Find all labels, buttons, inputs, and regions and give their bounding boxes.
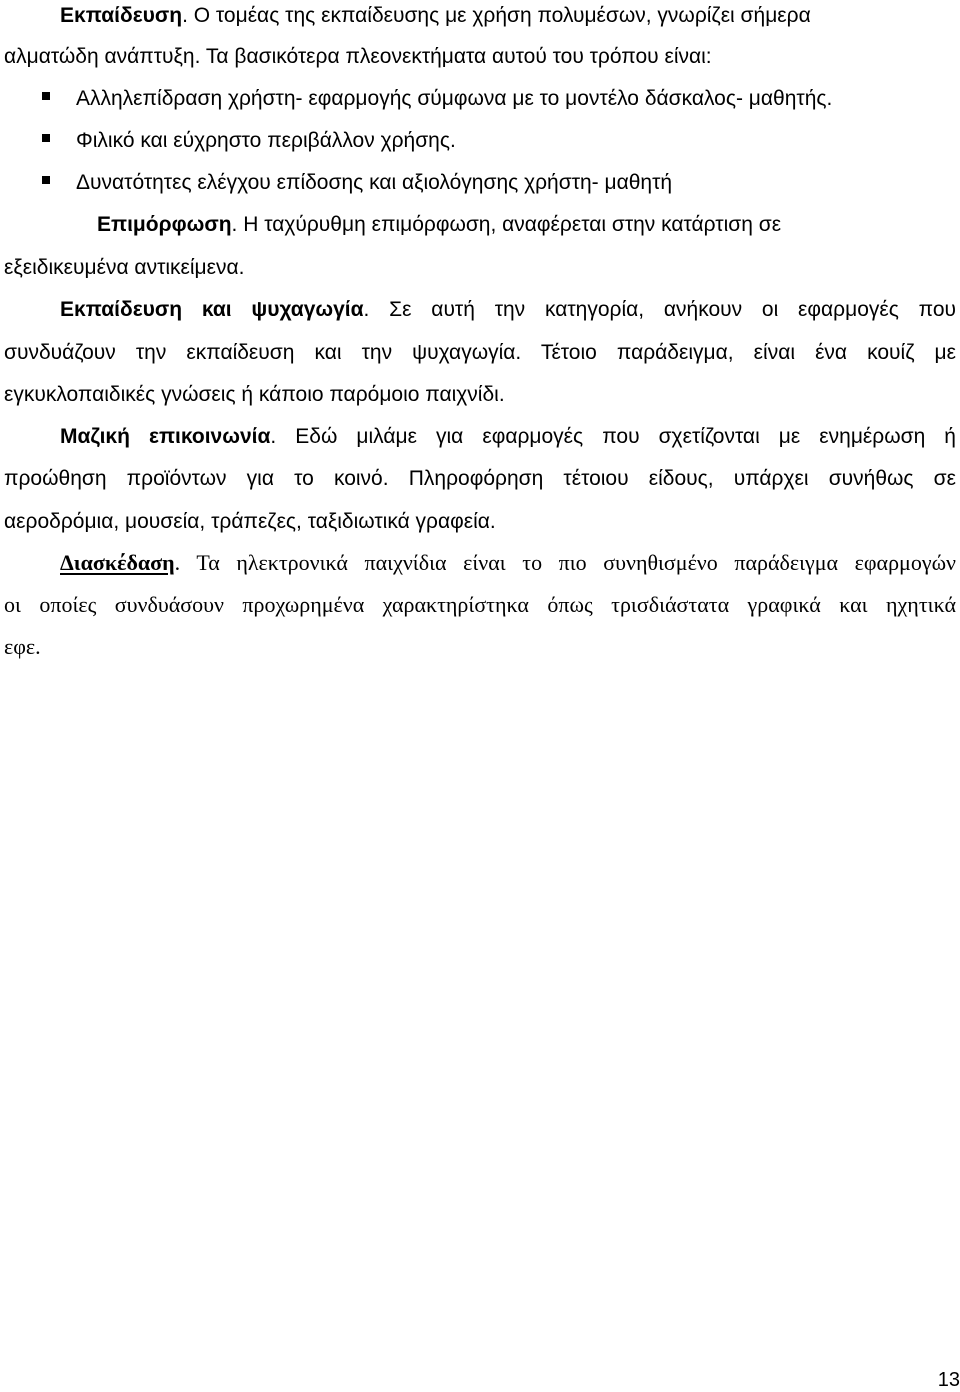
bullet-item-2: Φιλικό και εύχρηστο περιβάλλον χρήσης. xyxy=(76,129,456,152)
paragraph-4-line-1 xyxy=(60,424,956,450)
paragraph-5-line-1 xyxy=(60,550,956,576)
paragraph-2-text: . Η ταχύρυθμη επιμόρφωση, αναφέρεται στην κατάρτιση σε xyxy=(231,213,782,236)
bullet-icon xyxy=(42,176,50,184)
bullet-icon xyxy=(42,134,50,142)
paragraph-4-text: . Εδώ μιλάμε για εφαρμογές που σχετίζονται με ενημέρωση ή xyxy=(270,425,956,448)
paragraph-1-line-1 xyxy=(60,3,811,29)
paragraph-3-line-1 xyxy=(60,297,956,323)
heading-epimorfosi: Επιμόρφωση xyxy=(97,213,232,236)
paragraph-3-text: . Σε αυτή την κατηγορία, ανήκουν οι εφαρμογές που xyxy=(363,298,957,321)
paragraph-5-line-3: εφε. xyxy=(4,634,41,659)
paragraph-2-line-1 xyxy=(97,212,781,238)
page-number: 13 xyxy=(937,1369,960,1391)
paragraph-4-line-3: αεροδρόμια, μουσεία, τράπεζες, ταξιδιωτικά γραφεία. xyxy=(4,510,496,533)
bullet-item-1: Αλληλεπίδραση χρήστη- εφαρμογής σύμφωνα με το μοντέλο δάσκαλος- μαθητής. xyxy=(76,87,833,110)
heading-maziki-epikoinonia: Μαζική επικοινωνία xyxy=(60,425,271,448)
paragraph-1-line-2: αλματώδη ανάπτυξη. Τα βασικότερα πλεονεκτήματα αυτού του τρόπου είναι: xyxy=(4,45,712,68)
heading-ekpaidefsi: Εκπαίδευση xyxy=(60,4,183,27)
paragraph-1-text: . Ο τομέας της εκπαίδευσης με χρήση πολυμέσων, γνωρίζει σήμερα xyxy=(182,4,811,27)
paragraph-2-line-2: εξειδικευμένα αντικείμενα. xyxy=(4,256,245,279)
bullet-icon xyxy=(42,92,50,100)
heading-diaskedasi: Διασκέδαση xyxy=(60,550,175,575)
paragraph-5-text: . Τα ηλεκτρονικά παιχνίδια είναι το πιο συνηθισμένο παράδειγμα εφαρμογών xyxy=(174,550,956,575)
paragraph-3-line-3: εγκυκλοπαιδικές γνώσεις ή κάποιο παρόμοιο παιχνίδι. xyxy=(4,383,505,406)
paragraph-3-line-2: συνδυάζουν την εκπαίδευση και την ψυχαγωγία. Τέτοιο παράδειγμα, είναι ένα κουίζ με xyxy=(4,341,956,364)
paragraph-5-line-2: οι οποίες συνδυάσουν προχωρημένα χαρακτηρίστηκα όπως τρισδιάστατα γραφικά και ηχητικά xyxy=(4,592,956,617)
heading-ekpaidefsi-psyxagogia: Εκπαίδευση και ψυχαγωγία xyxy=(60,298,364,321)
bullet-item-3: Δυνατότητες ελέγχου επίδοσης και αξιολόγησης χρήστη- μαθητή xyxy=(76,171,673,194)
paragraph-4-line-2: προώθηση προϊόντων για το κοινό. Πληροφόρηση τέτοιου είδους, υπάρχει συνήθως σε xyxy=(4,467,956,490)
